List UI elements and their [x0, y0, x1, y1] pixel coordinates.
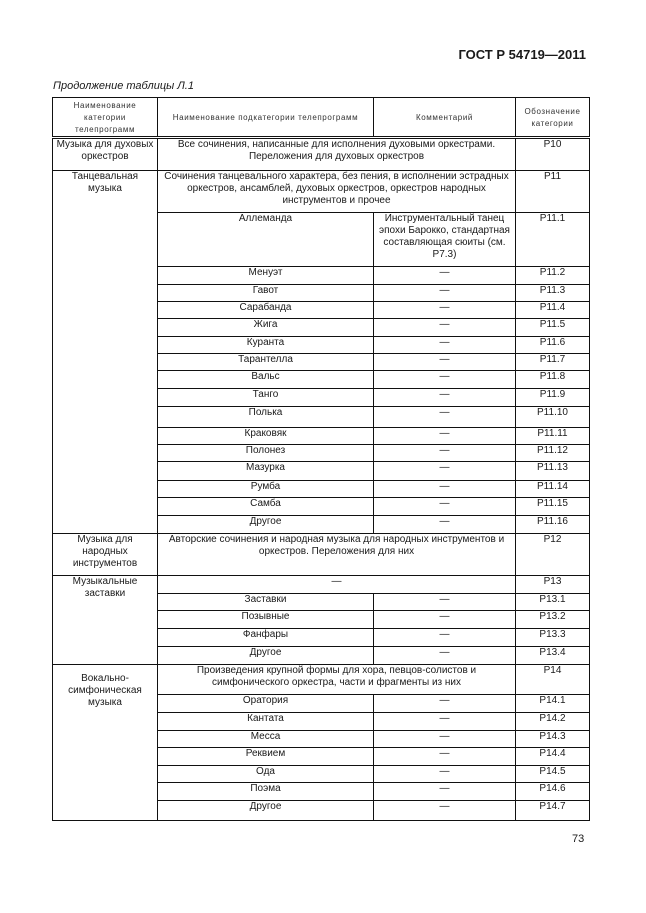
subcategory-code: P11.12	[516, 445, 590, 462]
subcategory-code: P14.6	[516, 783, 590, 801]
category-name: Музыкальные заставки	[53, 576, 158, 665]
subcategory-name: Сарабанда	[158, 302, 374, 319]
subcategory-comment: —	[374, 594, 516, 611]
col-header-category: Наименование категории телепрограмм	[53, 98, 158, 138]
subcategory-name: Ода	[158, 766, 374, 783]
subcategory-name: Тарантелла	[158, 354, 374, 371]
subcategory-code: P13.3	[516, 629, 590, 647]
category-name: Танцевальная музыка	[53, 171, 158, 534]
subcategory-name: Оратория	[158, 695, 374, 713]
subcategory-name: Краковяк	[158, 428, 374, 445]
subcategory-code: P14.5	[516, 766, 590, 783]
subcategory-comment: —	[374, 445, 516, 462]
category-name: Музыка для народных инструментов	[53, 534, 158, 576]
subcategory-comment: —	[374, 783, 516, 801]
subcategory-comment: —	[374, 748, 516, 766]
col-header-subcategory: Наименование подкатегории телепрограмм	[158, 98, 374, 138]
subcategory-name: Фанфары	[158, 629, 374, 647]
subcategory-name: Мазурка	[158, 462, 374, 481]
subcategory-name: Другое	[158, 516, 374, 534]
subcategory-comment: —	[374, 481, 516, 498]
subcategory-code: P11.6	[516, 337, 590, 354]
subcategory-name: Кантата	[158, 713, 374, 731]
subcategory-comment: —	[374, 766, 516, 783]
subcategory-code: P11.4	[516, 302, 590, 319]
subcategory-comment: —	[374, 462, 516, 481]
subcategory-comment: —	[374, 389, 516, 407]
subcategory-comment: —	[374, 354, 516, 371]
subcategory-code: P11.5	[516, 319, 590, 337]
subcategory-name: Жига	[158, 319, 374, 337]
subcategory-comment: —	[374, 371, 516, 389]
subcategory-comment: —	[374, 647, 516, 665]
table-row	[53, 138, 590, 171]
subcategory-comment: —	[374, 319, 516, 337]
table-row	[53, 534, 590, 576]
subcategory-code: P13.4	[516, 647, 590, 665]
subcategory-comment: —	[374, 498, 516, 516]
subcategory-name: Менуэт	[158, 267, 374, 285]
subcategory-code: P11.8	[516, 371, 590, 389]
subcategory-code: P14.7	[516, 801, 590, 821]
subcategory-code: P11.1	[516, 213, 590, 267]
subcategory-name: Позывные	[158, 611, 374, 629]
category-code: P13	[516, 576, 590, 594]
subcategory-name: Заставки	[158, 594, 374, 611]
subcategory-code: P11.14	[516, 481, 590, 498]
document-id: ГОСТ Р 54719—2011	[458, 47, 586, 62]
subcategory-name: Самба	[158, 498, 374, 516]
subcategory-name: Аллеманда	[158, 213, 374, 267]
subcategory-comment: —	[374, 629, 516, 647]
subcategory-comment: —	[374, 302, 516, 319]
subcategory-name: Полонез	[158, 445, 374, 462]
subcategory-comment: —	[374, 407, 516, 428]
col-header-comment: Комментарий	[374, 98, 516, 138]
category-description: —	[158, 576, 516, 594]
subcategory-name: Месса	[158, 731, 374, 748]
subcategory-name: Танго	[158, 389, 374, 407]
subcategory-comment: —	[374, 713, 516, 731]
subcategory-code: P11.7	[516, 354, 590, 371]
category-name: Вокально-симфоническая музыка	[53, 665, 158, 821]
subcategory-code: P11.10	[516, 407, 590, 428]
category-description: Все сочинения, написанные для исполнения духовыми оркестрами. Переложения для духовых оркестров	[158, 138, 516, 171]
subcategory-name: Куранта	[158, 337, 374, 354]
category-description: Произведения крупной формы для хора, певцов-солистов и симфонического оркестра, части и фрагменты из них	[158, 665, 516, 695]
subcategory-name: Другое	[158, 647, 374, 665]
table-header-row	[53, 98, 590, 138]
subcategory-code: P11.16	[516, 516, 590, 534]
subcategory-comment: —	[374, 731, 516, 748]
table-row	[53, 171, 590, 213]
subcategory-code: P11.13	[516, 462, 590, 481]
subcategory-code: P14.2	[516, 713, 590, 731]
subcategory-name: Поэма	[158, 783, 374, 801]
category-code: P14	[516, 665, 590, 695]
subcategory-code: P13.2	[516, 611, 590, 629]
subcategory-code: P14.3	[516, 731, 590, 748]
category-code: P11	[516, 171, 590, 213]
subcategory-name: Гавот	[158, 285, 374, 302]
subcategory-comment: —	[374, 267, 516, 285]
subcategory-comment: —	[374, 516, 516, 534]
table-row	[53, 665, 590, 695]
subcategory-comment: —	[374, 337, 516, 354]
page-number: 73	[572, 833, 585, 845]
table-row	[53, 576, 590, 594]
subcategory-comment: —	[374, 695, 516, 713]
subcategory-code: P11.9	[516, 389, 590, 407]
category-description: Сочинения танцевального характера, без пения, в исполнении эстрадных оркестров, ансамблей, духовых оркестров, оркестров народных инструментов и прочее	[158, 171, 516, 213]
subcategory-code: P14.1	[516, 695, 590, 713]
category-name: Музыка для духовых оркестров	[53, 138, 158, 171]
subcategory-comment: —	[374, 611, 516, 629]
subcategory-code: P11.15	[516, 498, 590, 516]
subcategory-code: P14.4	[516, 748, 590, 766]
subcategory-name: Другое	[158, 801, 374, 821]
subcategory-name: Вальс	[158, 371, 374, 389]
category-code: P12	[516, 534, 590, 576]
subcategory-code: P11.3	[516, 285, 590, 302]
category-table	[52, 97, 590, 821]
subcategory-name: Полька	[158, 407, 374, 428]
table-caption: Продолжение таблицы Л.1	[53, 80, 194, 92]
subcategory-comment: —	[374, 801, 516, 821]
subcategory-code: P11.2	[516, 267, 590, 285]
subcategory-comment: —	[374, 428, 516, 445]
col-header-code: Обозначение категории	[516, 98, 590, 138]
category-code: P10	[516, 138, 590, 171]
subcategory-name: Реквием	[158, 748, 374, 766]
subcategory-comment: Инструментальный танец эпохи Барокко, стандартная составляющая сюиты (см. P7.3)	[374, 213, 516, 267]
subcategory-code: P13.1	[516, 594, 590, 611]
category-description: Авторские сочинения и народная музыка для народных инструментов и оркестров. Переложения для них	[158, 534, 516, 576]
subcategory-comment: —	[374, 285, 516, 302]
subcategory-code: P11.11	[516, 428, 590, 445]
subcategory-name: Румба	[158, 481, 374, 498]
